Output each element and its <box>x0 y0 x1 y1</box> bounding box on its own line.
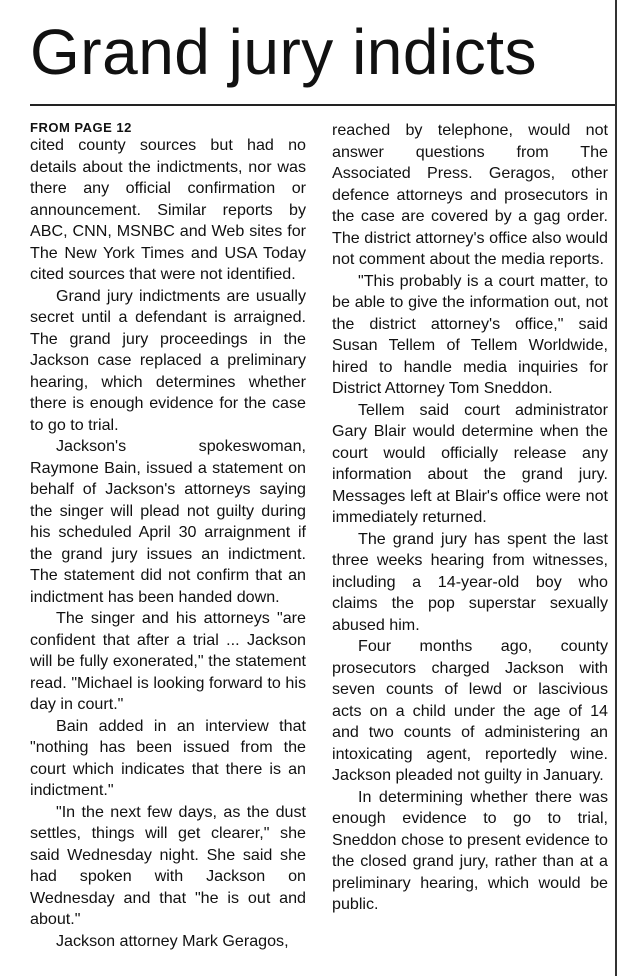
paragraph: Grand jury indictments are usually secret until a defendant is arraigned. The grand jury proceedings in the Jackson case replaced a preliminary hearing, which determines whether there is enough evidence for the case to go to trial. <box>30 286 306 434</box>
paragraph: The grand jury has spent the last three weeks hearing from witnesses, including a 14-year-old boy who claims the pop superstar sexually abused him. <box>332 529 608 634</box>
column-border <box>615 0 617 976</box>
paragraph: The singer and his attorneys "are confident that after a trial ... Jackson will be fully exonerated," the statement read. "Michael is looking forward to his day in court." <box>30 609 306 713</box>
article-column-left <box>30 120 306 952</box>
paragraph: "In the next few days, as the dust settles, things will get clearer," she said Wednesday night. She said she had spoken with Jackson on Wednesday and that "he is out and about." <box>30 802 306 928</box>
headline: Grand jury indicts <box>30 16 537 88</box>
paragraph: Jackson's spokeswoman, Raymone Bain, issued a statement on behalf of Jackson's attorneys saying the singer will plead not guilty during his scheduled April 30 arraignment if the grand jury issues an indictment. The statement did not confirm that an indictment has been handed down. <box>30 437 306 606</box>
paragraph: reached by telephone, would not answer questions from The Associated Press. Geragos, other defence attorneys and prosecutors in the case are covered by a gag order. The district attorney's office also would not comment about the media reports. <box>332 121 608 268</box>
jump-label: FROM PAGE 12 <box>30 120 132 135</box>
headline-rule <box>30 104 615 106</box>
paragraph: "This probably is a court matter, to be able to give the information out, not the district attorney's office," said Susan Tellem of Tellem Worldwide, hired to handle media inquiries for District Attorney Tom Sneddon. <box>332 271 608 397</box>
paragraph: Tellem said court administrator Gary Blair would determine when the court would officially release any information about the grand jury. Messages left at Blair's office were not immediately returned. <box>332 400 608 526</box>
article-column-right <box>332 120 608 916</box>
paragraph: Jackson attorney Mark Geragos, <box>56 931 289 950</box>
paragraph: Four months ago, county prosecutors charged Jackson with seven counts of lewd or lascivious acts on a child under the age of 14 and two counts of administering an intoxicating agent, reportedly wine. Jackson pleaded not guilty in January. <box>332 637 608 784</box>
paragraph: cited county sources but had no details about the indictments, nor was there any official confirmation or announcement. Similar reports by ABC, CNN, MSNBC and Web sites for The New York Times and USA Today cited sources that were not identified. <box>30 136 306 283</box>
paragraph: Bain added in an interview that "nothing has been issued from the court which indicates that there is an indictment." <box>30 716 306 799</box>
paragraph: In determining whether there was enough evidence to go to trial, Sneddon chose to present evidence to the closed grand jury, rather than at a preliminary hearing, which would be public. <box>332 787 608 913</box>
